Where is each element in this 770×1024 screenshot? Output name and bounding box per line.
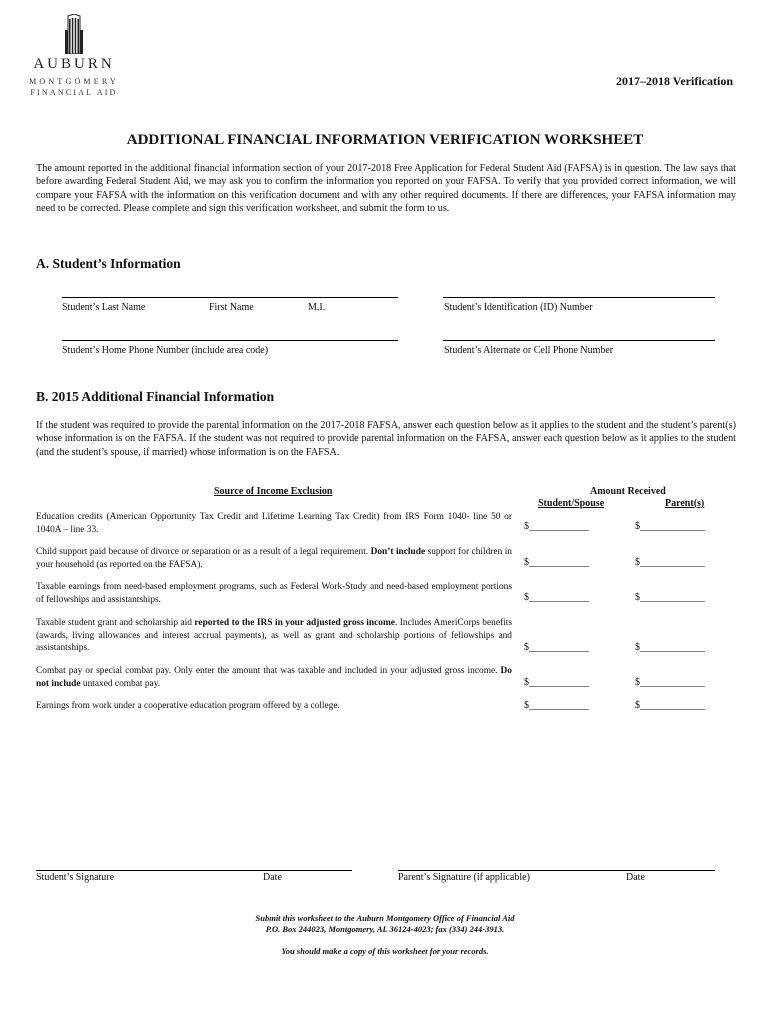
parent-date-label: Date xyxy=(626,872,645,883)
student-id-field[interactable] xyxy=(443,297,715,298)
logo-subtitle-2: FINANCIAL AID xyxy=(30,88,118,97)
auburn-logo xyxy=(24,14,124,106)
alt-phone-label: Student’s Alternate or Cell Phone Number xyxy=(444,345,614,356)
parent-amount-field[interactable]: $_____________ xyxy=(635,521,705,532)
student-signature-field[interactable] xyxy=(36,870,352,871)
parent-amount-field[interactable]: $_____________ xyxy=(635,677,705,688)
verification-year: 2017–2018 Verification xyxy=(616,74,733,88)
amount-column-header: Amount Received xyxy=(590,486,666,497)
income-source-text: Child support paid because of divorce or separation or as a result of a legal requirement. Don’t include support for children in your household (as reported on the FAFSA). xyxy=(36,547,512,570)
student-name-field[interactable] xyxy=(62,297,398,298)
copy-reminder: You should make a copy of this worksheet for your records. xyxy=(281,946,489,956)
tower-icon xyxy=(59,14,89,54)
income-source-text: Taxable earnings from need-based employment programs, such as Federal Work-Study and need-based employment portions of fellowships and assistantships. xyxy=(36,582,512,605)
submit-instructions: Submit this worksheet to the Auburn Montgomery Office of Financial Aid xyxy=(255,913,515,923)
first-name-label: First Name xyxy=(209,302,254,313)
section-a-heading: A. Student’s Information xyxy=(36,256,181,271)
source-column-header: Source of Income Exclusion xyxy=(214,486,333,497)
student-amount-field[interactable]: $____________ xyxy=(524,521,589,532)
income-source-text: Earnings from work under a cooperative education program offered by a college. xyxy=(36,701,340,711)
alt-phone-field[interactable] xyxy=(443,340,715,341)
parent-signature-field[interactable] xyxy=(398,870,715,871)
home-phone-label: Student’s Home Phone Number (include area code) xyxy=(62,345,269,356)
student-date-label: Date xyxy=(263,872,282,883)
parent-amount-field[interactable]: $_____________ xyxy=(635,557,705,568)
logo-wordmark: AUBURN xyxy=(33,56,115,72)
student-amount-field[interactable]: $____________ xyxy=(524,677,589,688)
home-phone-field[interactable] xyxy=(62,340,398,341)
parents-header: Parent(s) xyxy=(665,498,705,509)
parent-signature-label: Parent’s Signature (if applicable) xyxy=(398,872,530,883)
student-amount-field[interactable]: $____________ xyxy=(524,642,589,653)
parent-amount-field[interactable]: $_____________ xyxy=(635,700,705,711)
student-signature-label: Student’s Signature xyxy=(36,872,115,883)
logo-subtitle: MONTGOMERY xyxy=(29,77,119,86)
student-amount-field[interactable]: $____________ xyxy=(524,592,589,603)
intro-paragraph: The amount reported in the additional financial information section of your 2017-2018 Free Application for Federal Student Aid (FAFSA) is in question. The law says that before awarding Federal Student Aid, we may ask you to confirm the information you reported on your FAFSA. To verify that you provided correct information, we will compare your FAFSA with the information on this verification document and with any other required documents. If there are differences, your FAFSA information may need to be corrected. Please complete and sign this verification worksheet, and submit the form to us. xyxy=(36,163,736,215)
section-b-heading: B. 2015 Additional Financial Information xyxy=(36,389,275,404)
income-source-text: Taxable student grant and scholarship aid reported to the IRS in your adjusted gross income. Includes AmeriCorps benefits (awards, living allowances and interest accrual payments), as well as grant and scholarship portions of fellowships and assistantships. xyxy=(36,618,512,654)
student-spouse-header: Student/Spouse xyxy=(538,498,605,509)
income-source-text: Education credits (American Opportunity Tax Credit and Lifetime Learning Tax Credit) from IRS Form 1040- line 50 or 1040A – line 33. xyxy=(36,512,512,535)
student-amount-field[interactable]: $____________ xyxy=(524,700,589,711)
last-name-label: Student’s Last Name xyxy=(62,302,146,313)
student-id-label: Student’s Identification (ID) Number xyxy=(444,302,593,313)
mailing-address: P.O. Box 244023, Montgomery, AL 36124-4023; fax (334) 244-3913. xyxy=(265,924,505,934)
page-title: ADDITIONAL FINANCIAL INFORMATION VERIFICATION WORKSHEET xyxy=(126,132,644,148)
middle-initial-label: M.I. xyxy=(308,302,326,313)
parent-amount-field[interactable]: $_____________ xyxy=(635,642,705,653)
income-source-text: Combat pay or special combat pay. Only enter the amount that was taxable and included in your adjusted gross income. Do not include untaxed combat pay. xyxy=(36,666,512,689)
parent-amount-field[interactable]: $_____________ xyxy=(635,592,705,603)
section-b-instructions: If the student was required to provide the parental information on the 2017-2018 FAFSA, answer each question below as it applies to the student and the student’s parent(s) whose information is on the FAFSA. If the student was not required to provide parental information on the FAFSA, answer each question below as it applies to the student (and the student’s spouse, if married) whose information is on the FAFSA. xyxy=(36,420,736,458)
student-amount-field[interactable]: $____________ xyxy=(524,557,589,568)
